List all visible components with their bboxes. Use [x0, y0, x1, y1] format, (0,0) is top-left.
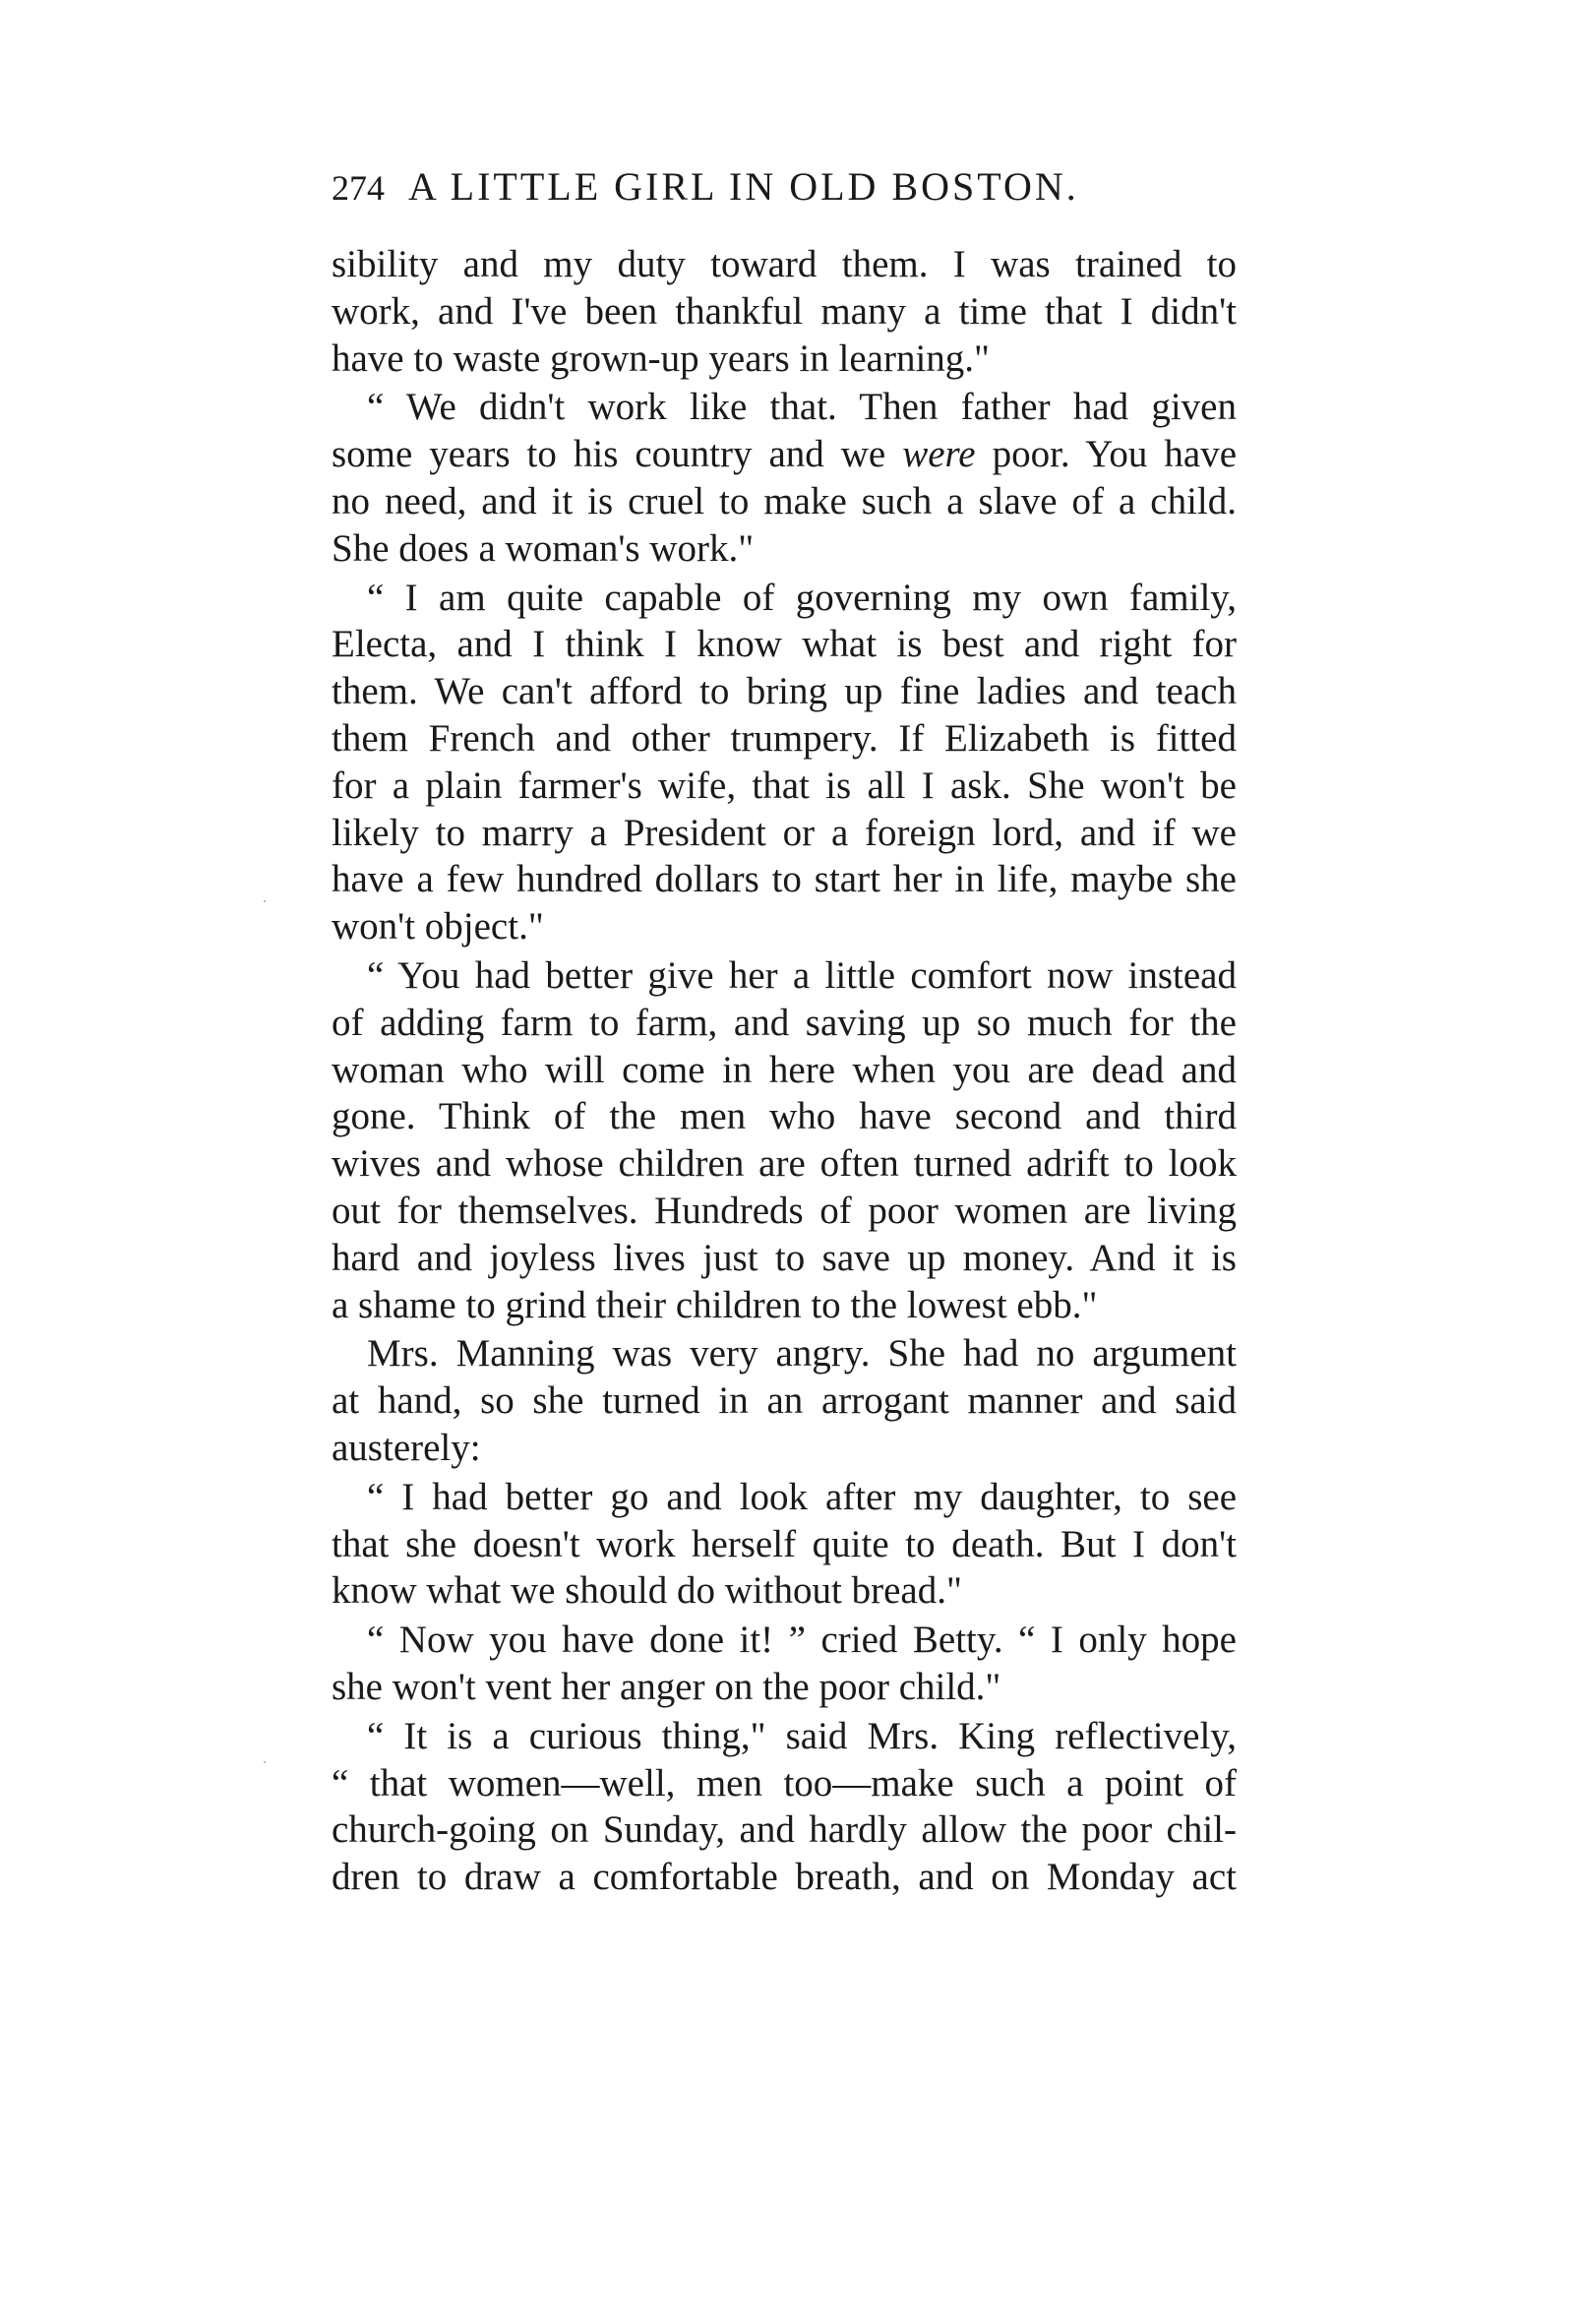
text-span: poor. You have: [992, 433, 1238, 476]
text-line: work, and I've been thankful many a time that I didn't: [332, 289, 1237, 333]
text-line: church-going on Sunday, and hardly allow the poor chil-: [332, 1808, 1237, 1852]
text-line: austerely:: [332, 1426, 481, 1469]
margin-speck: [264, 900, 266, 902]
text-line: “ We didn't work like that. Then father had given: [367, 386, 1237, 429]
text-line: have to waste grown-up years in learning.": [332, 336, 990, 380]
text-line: [332, 431, 1237, 478]
text-line: gone. Think of the men who have second and third: [332, 1095, 1237, 1138]
text-line: have a few hundred dollars to start her in life, maybe she: [332, 858, 1237, 901]
paragraph: [332, 952, 1237, 1328]
body-text: [332, 241, 1237, 1901]
text-line: for a plain farmer's wife, that is all I ask. She won't be: [332, 764, 1237, 807]
paragraph: [332, 241, 1237, 382]
text-line: “ I had better go and look after my daughter, to see: [367, 1475, 1237, 1518]
text-line: at hand, so she turned in an arrogant manner and said: [332, 1379, 1237, 1423]
text-line: out for themselves. Hundreds of poor women are living: [332, 1189, 1237, 1232]
paragraph: [332, 1474, 1237, 1615]
text-line: of adding farm to farm, and saving up so much for the: [332, 1001, 1237, 1044]
text-line: them. We can't afford to bring up fine ladies and teach: [332, 670, 1237, 713]
book-title: A LITTLE GIRL IN OLD BOSTON.: [408, 164, 1079, 209]
text-line: she won't vent her anger on the poor child.": [332, 1665, 1001, 1708]
margin-speck: [264, 1761, 266, 1763]
text-line: wives and whose children are often turned adrift to look: [332, 1142, 1237, 1186]
text-line: sibility and my duty toward them. I was trained to: [332, 243, 1237, 285]
text-line: woman who will come in here when you are dead and: [332, 1048, 1237, 1091]
text-line: “ You had better give her a little comfort now instead: [367, 953, 1237, 997]
running-head: [332, 157, 1237, 216]
text-line: no need, and it is cruel to make such a slave of a child.: [332, 479, 1237, 522]
text-line: dren to draw a comfortable breath, and on Monday act: [332, 1856, 1237, 1899]
paragraph: [332, 1617, 1237, 1711]
text-line: hard and joyless lives just to save up money. And it is: [332, 1236, 1237, 1279]
text-line: likely to marry a President or a foreign lord, and if we: [332, 811, 1237, 854]
text-line: that she doesn't work herself quite to death. But I don't: [332, 1522, 1237, 1565]
text-line: She does a woman's work.": [332, 526, 755, 570]
paragraph: [332, 1330, 1237, 1471]
text-span: some years to his country and we: [332, 433, 886, 476]
emphasis-word: were: [902, 433, 976, 476]
text-line: “ I am quite capable of governing my own family,: [367, 576, 1237, 619]
text-line: won't object.": [332, 905, 544, 948]
page-number: 274: [332, 168, 385, 208]
paragraph: [332, 384, 1237, 572]
text-line: them French and other trumpery. If Elizabeth is fitted: [332, 716, 1237, 760]
text-line: “ It is a curious thing," said Mrs. King reflectively,: [367, 1714, 1237, 1757]
text-line: “ that women—well, men too—make such a point of: [332, 1761, 1237, 1804]
paragraph: [332, 1713, 1237, 1901]
text-line: Mrs. Manning was very angry. She had no argument: [367, 1332, 1237, 1376]
paragraph: [332, 575, 1237, 950]
text-line: a shame to grind their children to the lowest ebb.": [332, 1283, 1098, 1326]
text-line: Electa, and I think I know what is best and right for: [332, 623, 1237, 666]
text-line: know what we should do without bread.": [332, 1569, 962, 1613]
text-line: “ Now you have done it! ” cried Betty. “ I only hope: [367, 1619, 1237, 1662]
